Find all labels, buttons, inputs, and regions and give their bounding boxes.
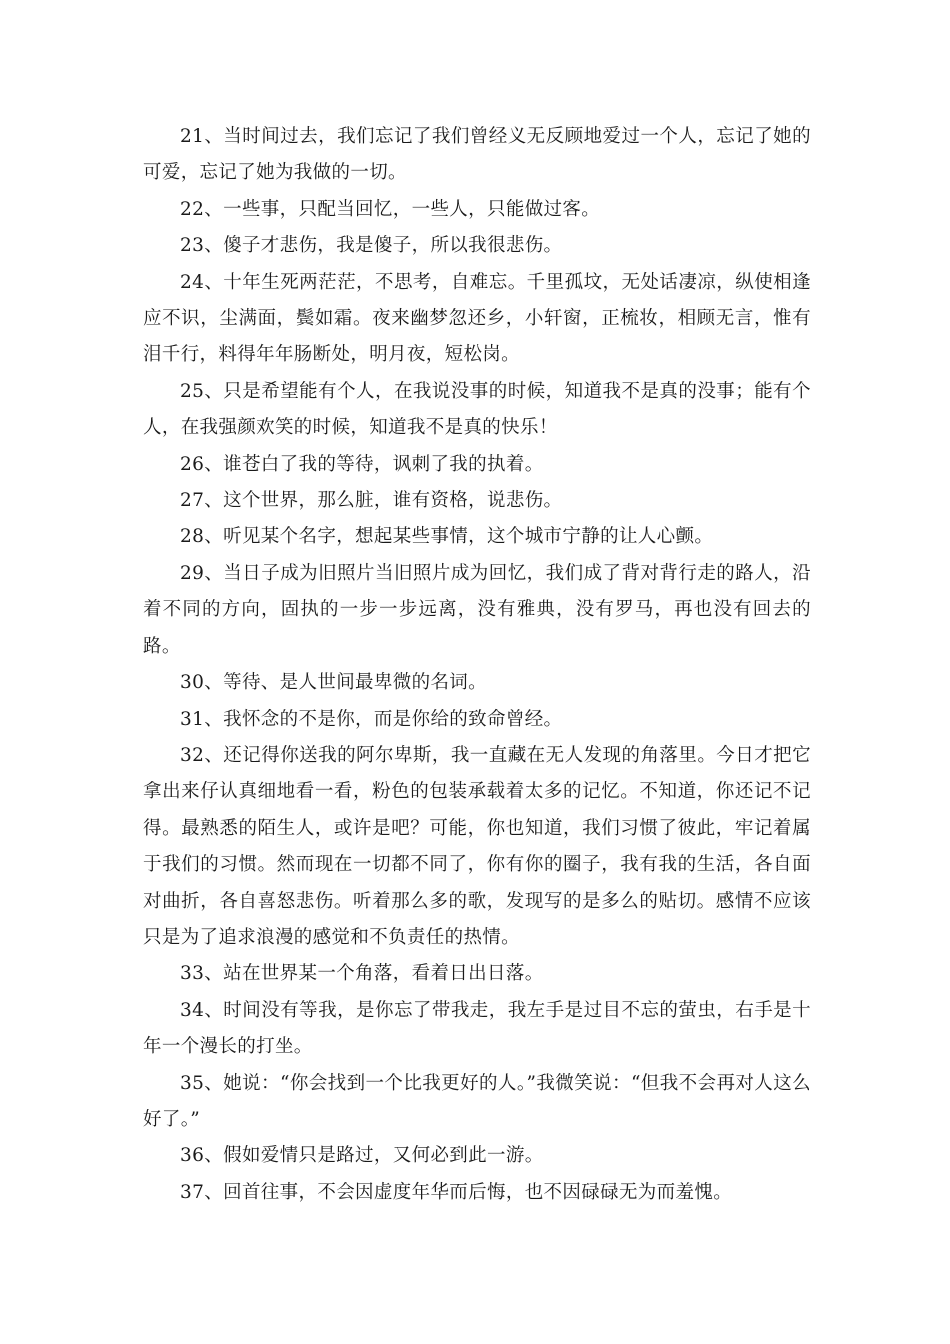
paragraph-35: 35、她说：“你会找到一个比我更好的人。”我微笑说：“但我不会再对人这么好了。” (143, 1072, 811, 1130)
paragraph-36: 36、假如爱情只是路过，又何必到此一游。 (180, 1145, 544, 1167)
paragraph-32: 32、还记得你送我的阿尔卑斯，我一直藏在无人发现的角落里。今日才把它拿出来仔认真细地看一看，粉色的包装承载着太多的记忆。不知道，你还记不记得。最熟悉的陌生人，或许是吧？可能，你也知道，我们习惯了彼此，牢记着属于我们的习惯。然而现在一切都不同了，你有你的圈子，我有我的生活，各自面对曲折，各自喜怒悲伤。听着那么多的歌，发现写的是多么的贴切。感情不应该只是为了追求浪漫的感觉和不负责任的热情。 (143, 744, 811, 948)
paragraph-30: 30、等待、是人世间最卑微的名词。 (180, 672, 487, 694)
paragraph-25: 25、只是希望能有个人，在我说没事的时候，知道我不是真的没事；能有个人，在我强颜欢笑的时候，知道我不是真的快乐！ (143, 380, 811, 439)
paragraph-33: 33、站在世界某一个角落，看着日出日落。 (180, 963, 544, 985)
paragraph-37: 37、回首往事，不会因虚度年华而后悔，也不因碌碌无为而羞愧。 (180, 1181, 733, 1203)
document-body (143, 119, 811, 1211)
paragraph-26: 26、谁苍白了我的等待，讽刺了我的执着。 (180, 453, 544, 475)
paragraph-29: 29、当日子成为旧照片当旧照片成为回忆，我们成了背对背行走的路人，沿着不同的方向，固执的一步一步远离，没有雅典，没有罗马，再也没有回去的路。 (143, 562, 811, 657)
paragraph-31: 31、我怀念的不是你，而是你给的致命曾经。 (180, 708, 563, 730)
paragraph-23: 23、傻子才悲伤，我是傻子，所以我很悲伤。 (180, 235, 563, 257)
paragraph-27: 27、这个世界，那么脏，谁有资格，说悲伤。 (180, 490, 563, 512)
paragraph-34: 34、时间没有等我，是你忘了带我走，我左手是过目不忘的萤虫，右手是十年一个漫长的打坐。 (143, 999, 811, 1058)
paragraph-22: 22、一些事，只配当回忆，一些人，只能做过客。 (180, 198, 601, 220)
paragraph-21: 21、当时间过去，我们忘记了我们曾经义无反顾地爱过一个人，忘记了她的可爱，忘记了她为我做的一切。 (143, 126, 811, 184)
paragraph-28: 28、听见某个名字，想起某些事情，这个城市宁静的让人心颤。 (180, 526, 714, 548)
paragraph-24: 24、十年生死两茫茫，不思考，自难忘。千里孤坟，无处话凄凉，纵使相逢应不识，尘满面，鬓如霜。夜来幽梦忽还乡，小轩窗，正梳妆，相顾无言，惟有泪千行，料得年年肠断处，明月夜，短松岗。 (143, 271, 811, 366)
